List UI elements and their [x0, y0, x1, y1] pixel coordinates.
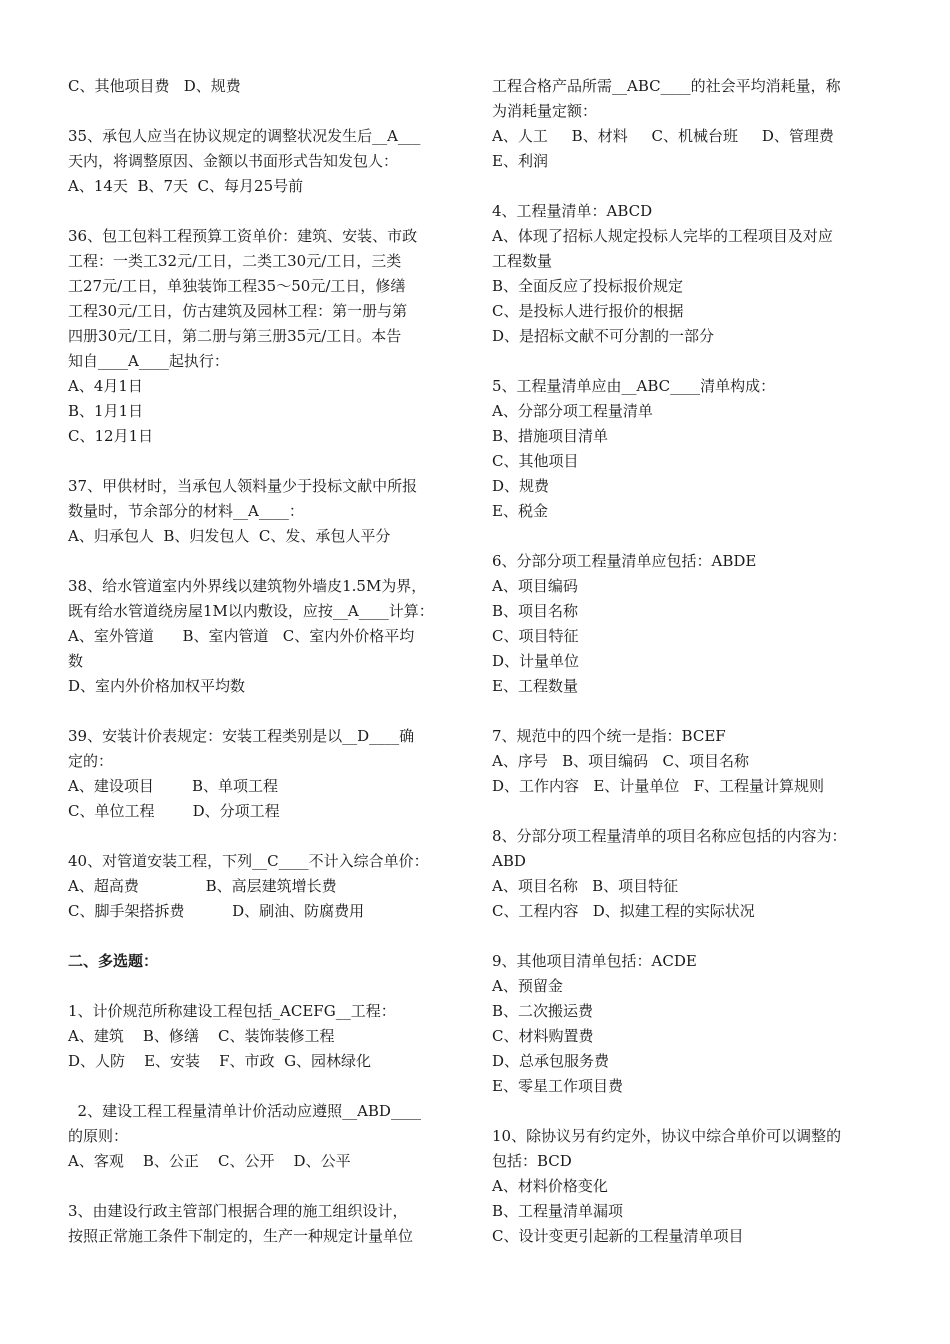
left-text-line: 38、给水管道室内外界线以建筑物外墙皮1.5M为界， — [68, 577, 427, 595]
right-text-line: A、项目编码 — [492, 577, 578, 595]
left-text-line: B、1月1日 — [68, 402, 144, 420]
right-text-line: C、工程内容 D、拟建工程的实际状况 — [492, 902, 755, 920]
right-text-line: D、是招标文献不可分割的一部分 — [492, 327, 715, 345]
paragraph-gap — [68, 924, 468, 949]
right-text-line: B、二次搬运费 — [492, 1002, 594, 1020]
left-text-line: D、人防 E、安装 F、市政 G、园林绿化 — [68, 1052, 372, 1070]
left-text-line: 四册30元/工日，第二册与第三册35元/工日。本告 — [68, 327, 402, 345]
left-text-line: 数 — [68, 652, 84, 670]
right-text-line: 10、除协议另有约定外，协议中综合单价可以调整的 — [492, 1127, 842, 1145]
right-text-line: B、项目名称 — [492, 602, 579, 620]
paragraph-gap — [68, 824, 468, 849]
right-text-line: D、规费 — [492, 477, 550, 495]
right-text-line: D、工作内容 E、计量单位 F、工程量计算规则 — [492, 777, 824, 795]
left-text-line: 36、包工包料工程预算工资单价：建筑、安装、市政 — [68, 227, 418, 245]
right-text-line: 8、分部分项工程量清单的项目名称应包括的内容为： — [492, 827, 847, 845]
left-text-line: 工程30元/工日，仿古建筑及园林工程：第一册与第 — [68, 302, 408, 320]
right-text-line: 4、工程量清单：ABCD — [492, 202, 653, 220]
paragraph-gap — [68, 99, 468, 124]
left-text-line: 1、计价规范所称建设工程包括_ACEFG__工程： — [68, 1002, 396, 1020]
right-text-line: A、预留金 — [492, 977, 563, 995]
right-text-line: A、分部分项工程量清单 — [492, 402, 653, 420]
left-text-line: 定的： — [68, 752, 114, 770]
right-column — [492, 74, 892, 1249]
left-text-line: C、12月1日 — [68, 427, 154, 445]
right-text-line: 6、分部分项工程量清单应包括：ABDE — [492, 552, 757, 570]
right-text-line: 包括：BCD — [492, 1152, 572, 1170]
right-text-line: E、零星工作项目费 — [492, 1077, 623, 1095]
left-text-line: 37、甲供材时，当承包人领料量少于投标文献中所报 — [68, 477, 418, 495]
paragraph-gap — [492, 349, 892, 374]
right-text-line: C、材料购置费 — [492, 1027, 594, 1045]
right-text-line: A、体现了招标人规定投标人完毕的工程项目及对应 — [492, 227, 833, 245]
right-text-line: D、总承包服务费 — [492, 1052, 610, 1070]
right-text-line: A、项目名称 B、项目特征 — [492, 877, 679, 895]
left-text-line: A、归承包人 B、归发包人 C、发、承包人平分 — [68, 527, 391, 545]
left-text-line: 工27元/工日，单独装饰工程35～50元/工日，修缮 — [68, 277, 406, 295]
left-column — [68, 74, 468, 1249]
right-text-line: A、人工 B、材料 C、机械台班 D、管理费 — [492, 127, 834, 145]
paragraph-gap — [68, 449, 468, 474]
paragraph-gap — [492, 799, 892, 824]
right-text-line: E、工程数量 — [492, 677, 578, 695]
left-text-line: C、其他项目费 D、规费 — [68, 77, 241, 95]
paragraph-gap — [492, 174, 892, 199]
paragraph-gap — [492, 524, 892, 549]
paragraph-gap — [492, 1099, 892, 1124]
left-text-line: 既有给水管道绕房屋1M以内敷设，应按__A____计算： — [68, 602, 434, 620]
left-text-line: 2、建设工程工程量清单计价活动应遵照__ABD____ — [68, 1102, 421, 1120]
paragraph-gap — [68, 974, 468, 999]
left-text-line: A、客观 B、公正 C、公开 D、公平 — [68, 1152, 351, 1170]
paragraph-gap — [68, 199, 468, 224]
left-text-line: 的原则： — [68, 1127, 129, 1145]
right-text-line: 5、工程量清单应由__ABC____清单构成： — [492, 377, 776, 395]
right-text-line: A、序号 B、项目编码 C、项目名称 — [492, 752, 749, 770]
left-text-line: 按照正常施工条件下制定的，生产一种规定计量单位 — [68, 1227, 414, 1245]
right-text-line: C、是投标人进行报价的根据 — [492, 302, 684, 320]
right-text-line: C、其他项目 — [492, 452, 579, 470]
right-text-line: A、材料价格变化 — [492, 1177, 608, 1195]
right-text-line: 7、规范中的四个统一是指：BCEF — [492, 727, 726, 745]
left-text-line: 天内，将调整原因、金额以书面形式告知发包人： — [68, 152, 399, 170]
paragraph-gap — [68, 549, 468, 574]
left-text-line: 3、由建设行政主管部门根据合理的施工组织设计， — [68, 1202, 408, 1220]
right-text-line: B、全面反应了投标报价规定 — [492, 277, 684, 295]
left-text-line: A、建筑 B、修缮 C、装饰装修工程 — [68, 1027, 335, 1045]
left-text-line: A、建设项目 B、单项工程 — [68, 777, 279, 795]
right-text-line: C、项目特征 — [492, 627, 579, 645]
right-text-line: E、利润 — [492, 152, 548, 170]
left-text-line: C、脚手架搭拆费 D、刷油、防腐费用 — [68, 902, 365, 920]
paragraph-gap — [68, 1074, 468, 1099]
right-text-line: B、措施项目清单 — [492, 427, 609, 445]
left-text-line: 35、承包人应当在协议规定的调整状况发生后__A___ — [68, 127, 421, 145]
right-text-line: E、税金 — [492, 502, 548, 520]
left-text-line: 知自____A____起执行： — [68, 352, 229, 370]
section-heading: 二、多选题： — [68, 952, 159, 970]
paragraph-gap — [492, 699, 892, 724]
left-text-line: 数量时，节余部分的材料__A____： — [68, 502, 304, 520]
left-text-line: 40、对管道安装工程，下列__C____不计入综合单价： — [68, 852, 429, 870]
left-text-line: A、超高费 B、高层建筑增长费 — [68, 877, 337, 895]
right-text-line: ABD — [492, 852, 526, 870]
left-text-line: A、14天 B、7天 C、每月25号前 — [68, 177, 304, 195]
left-text-line: 39、安装计价表规定：安装工程类别是以__D____确 — [68, 727, 415, 745]
left-text-line: A、室外管道 B、室内管道 C、室内外价格平均 — [68, 627, 415, 645]
right-text-line: C、设计变更引起新的工程量清单项目 — [492, 1227, 744, 1245]
left-text-line: C、单位工程 D、分项工程 — [68, 802, 280, 820]
right-text-line: D、计量单位 — [492, 652, 580, 670]
left-text-line: 工程：一类工32元/工日，二类工30元/工日，三类 — [68, 252, 402, 270]
left-text-line: A、4月1日 — [68, 377, 143, 395]
paragraph-gap — [68, 699, 468, 724]
left-text-line: D、室内外价格加权平均数 — [68, 677, 246, 695]
right-text-line: 9、其他项目清单包括：ACDE — [492, 952, 697, 970]
right-text-line: 为消耗量定额： — [492, 102, 598, 120]
paragraph-gap — [68, 1174, 468, 1199]
paragraph-gap — [492, 924, 892, 949]
right-text-line: 工程数量 — [492, 252, 553, 270]
right-text-line: 工程合格产品所需__ABC____的社会平均消耗量，称 — [492, 77, 841, 95]
right-text-line: B、工程量清单漏项 — [492, 1202, 624, 1220]
